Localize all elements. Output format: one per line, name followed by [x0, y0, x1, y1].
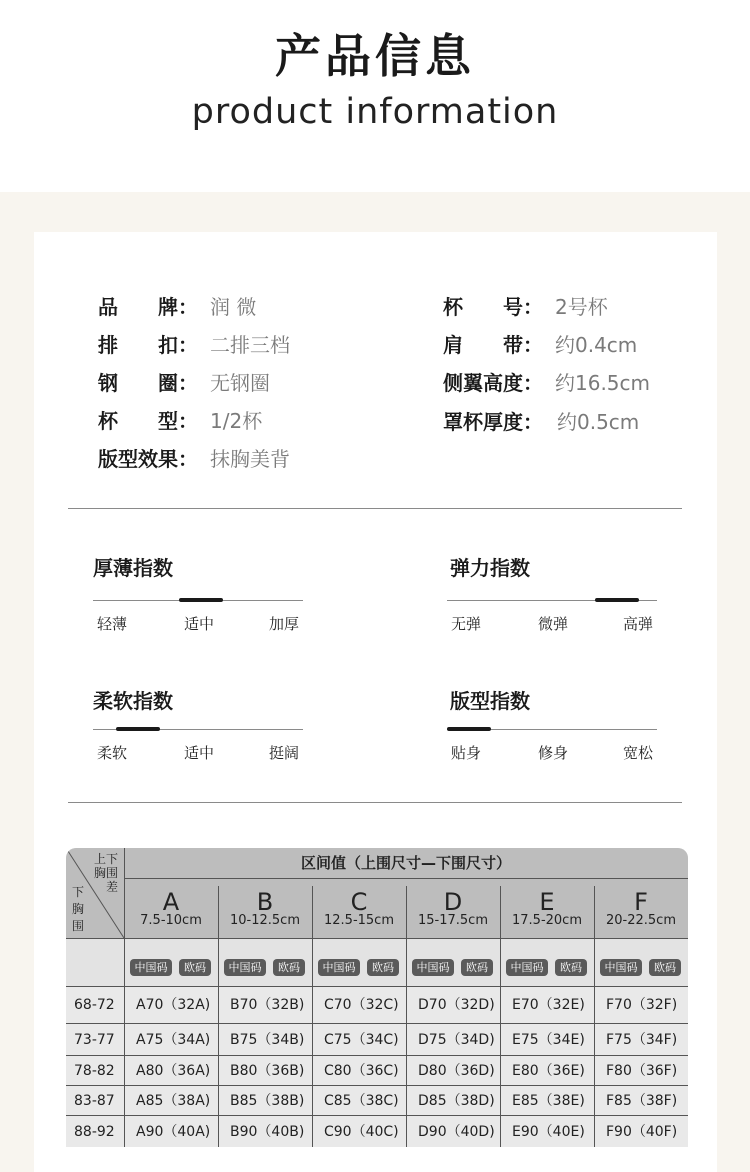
table-line: [66, 1023, 688, 1024]
info-label: 排 扣：: [98, 333, 198, 357]
info-row-clasp: [98, 331, 398, 359]
size-cell: D90（40D): [418, 1124, 495, 1140]
table-line: [66, 986, 688, 987]
cup-range: 15-17.5cm: [418, 913, 488, 928]
size-cell: F75（34F): [606, 1032, 678, 1048]
corner-label: 上下: [94, 852, 119, 866]
info-value: 约16.5cm: [555, 371, 651, 395]
range-title: 区间值（上围尺寸—下围尺寸）: [300, 854, 511, 872]
index-label: 适中: [184, 615, 215, 633]
index-label: 适中: [184, 744, 215, 762]
info-value: 约0.5cm: [557, 410, 640, 434]
cup-letter: B: [256, 888, 274, 916]
badge-eu-size: 欧码: [555, 959, 587, 976]
info-value: 2号杯: [555, 295, 608, 319]
index-label: 柔软: [97, 744, 128, 762]
badge-cn-size: 中国码: [600, 959, 642, 976]
info-label: 肩 带：: [443, 333, 543, 357]
size-cell: F80（36F): [606, 1063, 678, 1079]
index-title-elasticity: 弹力指数: [450, 556, 530, 580]
size-table: [66, 848, 688, 1147]
index-label: 修身: [538, 744, 569, 762]
cup-letter: D: [443, 888, 463, 916]
size-cell: D70（32D): [418, 997, 495, 1013]
corner-label: 差: [106, 880, 119, 894]
divider: [68, 508, 682, 509]
info-value: 抹胸美背: [210, 447, 290, 471]
badge-cn-size: 中国码: [224, 959, 266, 976]
table-line: [66, 1115, 688, 1116]
index-title-thickness: 厚薄指数: [93, 556, 173, 580]
size-cell: B85（38B): [230, 1093, 305, 1109]
size-cell: A80（36A): [136, 1063, 211, 1079]
size-cell: B75（34B): [230, 1032, 305, 1048]
size-cell: B70（32B): [230, 997, 305, 1013]
size-cell: E85（38E): [512, 1093, 585, 1109]
size-cell: F70（32F): [606, 997, 678, 1013]
size-cell: A75（34A): [136, 1032, 211, 1048]
badge-eu-size: 欧码: [179, 959, 211, 976]
corner-label: 胸围: [94, 866, 119, 880]
info-label: 杯 号：: [443, 295, 543, 319]
corner-label: 下: [72, 885, 85, 899]
info-row-wing-height: [443, 369, 703, 397]
page-subtitle: product information: [191, 92, 559, 132]
size-cell: E80（36E): [512, 1063, 585, 1079]
size-cell: F85（38F): [606, 1093, 678, 1109]
info-label: 罩杯厚度：: [443, 410, 543, 434]
cup-letter: E: [539, 888, 555, 916]
badge-eu-size: 欧码: [367, 959, 399, 976]
size-cell: C85（38C): [324, 1093, 399, 1109]
index-label: 无弹: [451, 615, 482, 633]
cup-range: 10-12.5cm: [230, 913, 300, 928]
info-label: 杯 型：: [98, 409, 198, 433]
info-row-underwire: [98, 369, 398, 397]
info-row-cup-type: [98, 407, 398, 435]
info-value: 润 微: [210, 295, 257, 319]
info-value: 二排三档: [210, 333, 290, 357]
badge-cn-size: 中国码: [412, 959, 454, 976]
divider: [68, 802, 682, 803]
badge-eu-size: 欧码: [649, 959, 681, 976]
size-cell: E70（32E): [512, 997, 585, 1013]
info-label: 侧翼高度：: [443, 371, 543, 395]
info-row-strap: [443, 331, 703, 359]
info-row-cup-size: [443, 293, 703, 321]
cup-range: 20-22.5cm: [606, 913, 676, 928]
size-cell: C80（36C): [324, 1063, 399, 1079]
cup-letter: A: [162, 888, 180, 916]
index-level-marker: [179, 598, 223, 602]
info-value: 1/2杯: [210, 409, 263, 433]
info-row-brand: [98, 293, 398, 321]
table-line: [66, 938, 688, 939]
info-value: 无钢圈: [210, 371, 270, 395]
size-cell: B80（36B): [230, 1063, 305, 1079]
badge-eu-size: 欧码: [461, 959, 493, 976]
badge-cn-size: 中国码: [130, 959, 172, 976]
size-cell: D80（36D): [418, 1063, 495, 1079]
size-cell: E75（34E): [512, 1032, 585, 1048]
info-label: 钢 圈：: [98, 371, 198, 395]
size-cell: B90（40B): [230, 1124, 305, 1140]
size-cell: C90（40C): [324, 1124, 399, 1140]
index-level-marker: [595, 598, 639, 602]
index-title-softness: 柔软指数: [93, 689, 173, 713]
badge-cn-size: 中国码: [506, 959, 548, 976]
size-cell: D75（34D): [418, 1032, 495, 1048]
size-cell: D85（38D): [418, 1093, 495, 1109]
index-level-marker: [116, 727, 160, 731]
table-line: [66, 1085, 688, 1086]
index-label: 宽松: [623, 744, 654, 762]
index-label: 微弹: [538, 615, 569, 633]
cup-letter: F: [634, 888, 648, 916]
size-cell: A90（40A): [136, 1124, 211, 1140]
band-size: 68-72: [74, 997, 115, 1013]
size-cell: A85（38A): [136, 1093, 211, 1109]
table-line: [66, 1055, 688, 1056]
band-size: 88-92: [74, 1124, 115, 1140]
page-title: 产品信息: [275, 29, 475, 83]
cup-range: 12.5-15cm: [324, 913, 394, 928]
index-title-fit: 版型指数: [450, 689, 530, 713]
index-label: 轻薄: [97, 615, 128, 633]
band-size: 83-87: [74, 1093, 115, 1109]
cup-range: 17.5-20cm: [512, 913, 582, 928]
index-label: 加厚: [269, 615, 300, 633]
info-row-effect: [98, 445, 398, 473]
table-line: [124, 878, 688, 879]
cup-range: 7.5-10cm: [140, 913, 202, 928]
index-label: 高弹: [623, 615, 654, 633]
index-level-marker: [447, 727, 491, 731]
badge-cn-size: 中国码: [318, 959, 360, 976]
size-cell: E90（40E): [512, 1124, 585, 1140]
corner-label: 胸: [72, 902, 85, 916]
info-row-cup-thickness: [443, 408, 703, 436]
size-cell: C75（34C): [324, 1032, 399, 1048]
info-value: 约0.4cm: [555, 333, 638, 357]
band-size: 73-77: [74, 1032, 115, 1048]
page-header: [0, 0, 750, 192]
size-cell: A70（32A): [136, 997, 211, 1013]
index-label: 贴身: [451, 744, 482, 762]
badge-eu-size: 欧码: [273, 959, 305, 976]
size-cell: F90（40F): [606, 1124, 678, 1140]
cup-letter: C: [350, 888, 368, 916]
band-size: 78-82: [74, 1063, 115, 1079]
corner-label: 围: [72, 919, 85, 933]
info-label: 版型效果：: [98, 447, 198, 471]
size-cell: C70（32C): [324, 997, 399, 1013]
index-label: 挺阔: [269, 744, 300, 762]
info-label: 品 牌：: [98, 295, 198, 319]
